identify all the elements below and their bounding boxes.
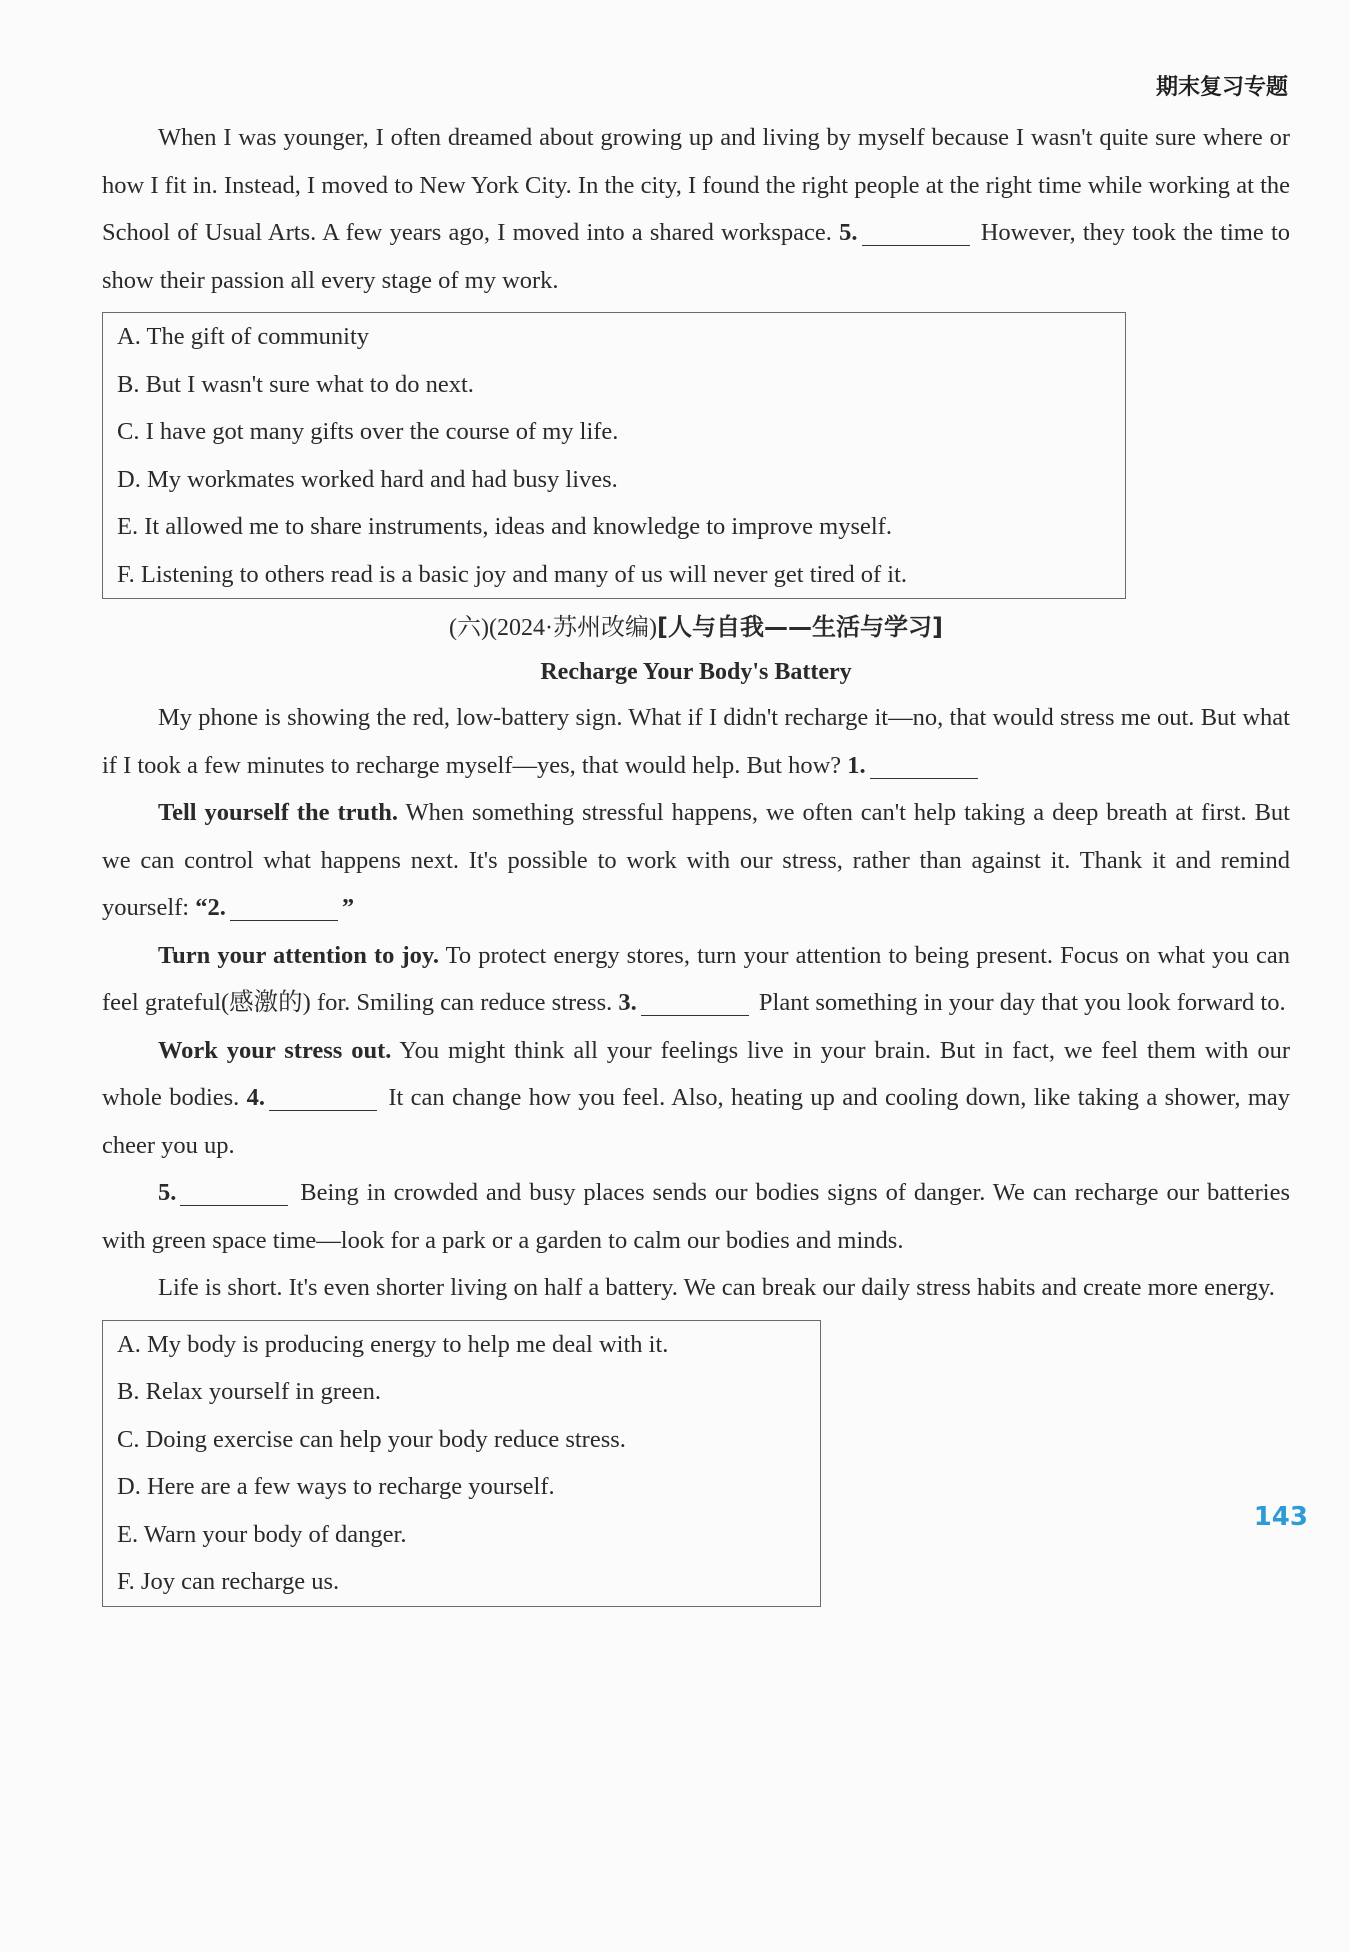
option-a: A. My body is producing energy to help me deal with it. [117, 1330, 669, 1358]
answer-blank-4 [269, 1082, 377, 1111]
passage5-paragraph [102, 114, 1290, 304]
blank-number-1: 1. [847, 751, 866, 779]
paragraph-4-after: It can change how you feel. Also, heating up and cooling down, like taking a shower, may cheer you up. [102, 1084, 1291, 1159]
paragraph-5-after: Being in crowded and busy places sends our bodies signs of danger. We can recharge our batteries with green space time—look for a park or a garden to calm our bodies and minds. [102, 1179, 1290, 1254]
closing-quote: ” [341, 894, 355, 921]
blank-number-4: 4. [246, 1084, 266, 1111]
section-label: (六)(2024·苏州改编) [449, 615, 658, 641]
paragraph-3 [102, 932, 1290, 1027]
paragraph-6: Life is short. It's even shorter living on half a battery. We can break our daily stress habits and create more energy. [158, 1274, 1275, 1301]
page-number: 143 [1253, 1502, 1308, 1532]
paragraph-1-text: My phone is showing the red, low-battery sign. What if I didn't recharge it—no, that would stress me out. But what if I took a few minutes to recharge myself—yes, that would help. But how? [102, 704, 1290, 779]
content [102, 114, 1290, 1607]
option-b: B. But I wasn't sure what to do next. [117, 370, 474, 398]
passage5-text: When I was younger, I often dreamed about growing up and living by myself because I wasn't quite sure where or how I fit in. Instead, I moved to New York City. In the city, I found the right people at the right time while working at the School of Usual Arts. A few years ago, I moved into a shared workspace. [102, 124, 1290, 246]
paragraph-2 [102, 789, 1290, 932]
paragraph-1 [102, 694, 1290, 789]
answer-blank-2 [230, 892, 338, 921]
blank-number-5: 5. [839, 219, 858, 246]
answer-blank-1 [870, 750, 978, 779]
option-b: B. Relax yourself in green. [117, 1378, 381, 1405]
answer-blank-5b [180, 1177, 288, 1206]
paragraph-3-lead: Turn your attention to joy. [158, 941, 439, 969]
passage5-text-after: However, they took the time to show their passion all every stage of my work. [102, 219, 1290, 294]
paragraph-2-text: When something stressful happens, we often can't help taking a deep breath at first. But we can control what happens next. It's possible to work with our stress, rather than against it. Thank it and remind yourself: [102, 799, 1290, 921]
answer-blank-3 [641, 987, 749, 1016]
paragraph-4-text: You might think all your feelings live in your brain. But in fact, we feel them with our whole bodies. [102, 1036, 1290, 1111]
option-f: F. Listening to others read is a basic joy and many of us will never get tired of it. [117, 560, 908, 588]
section-title [102, 605, 1290, 650]
paragraph-3-text: To protect energy stores, turn your attention to being present. Focus on what you can feel grateful(感激的) for. Smiling can reduce stress. [102, 941, 1290, 1016]
blank-number-2: “2. [195, 894, 226, 921]
options-box-2 [102, 1320, 821, 1607]
section-tag: [人与自我——生活与学习] [657, 613, 943, 641]
option-a: A. The gift of community [117, 323, 369, 350]
option-d: D. My workmates worked hard and had busy lives. [117, 465, 618, 493]
option-d: D. Here are a few ways to recharge yourself. [117, 1473, 555, 1500]
option-e: E. It allowed me to share instruments, ideas and knowledge to improve myself. [117, 513, 892, 540]
paragraph-5 [102, 1169, 1290, 1264]
option-c: C. I have got many gifts over the course of my life. [117, 418, 619, 445]
paragraph-3-after: Plant something in your day that you look forward to. [752, 989, 1286, 1016]
answer-blank-5 [862, 217, 970, 246]
paragraph-2-lead: Tell yourself the truth. [158, 799, 399, 826]
blank-number-5b: 5. [158, 1179, 177, 1206]
header-title: 期末复习专题 [1155, 75, 1288, 100]
blank-number-3: 3. [618, 989, 637, 1016]
option-c: C. Doing exercise can help your body reduce stress. [117, 1425, 626, 1453]
options-box-1 [102, 312, 1126, 599]
paragraph-4 [102, 1027, 1290, 1170]
option-f: F. Joy can recharge us. [117, 1568, 340, 1595]
option-e: E. Warn your body of danger. [117, 1520, 407, 1548]
article-title: Recharge Your Body's Battery [540, 659, 852, 685]
paragraph-4-lead: Work your stress out. [158, 1036, 392, 1064]
